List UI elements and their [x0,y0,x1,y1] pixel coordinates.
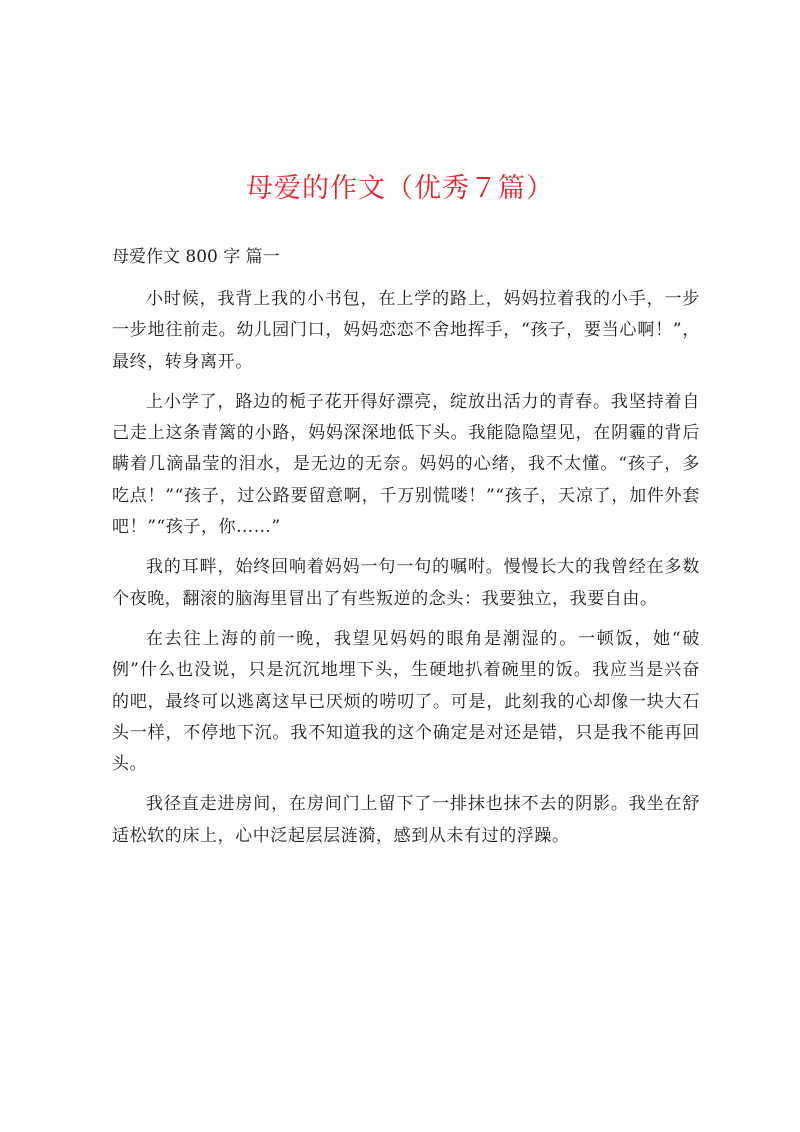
paragraph-1: 小时候，我背上我的小书包，在上学的路上，妈妈拉着我的小手，一步一步地往前走。幼儿园门口，妈妈恋恋不舍地挥手，“孩子，要当心啊！”，最终，转身离开。 [112,289,700,372]
paragraph-5: 我径直走进房间，在房间门上留下了一排抹也抹不去的阴影。我坐在舒适松软的床上，心中泛起层层涟漪，感到从未有过的浮躁。 [112,794,700,846]
document-title: 母爱的作文（优秀７篇） [246,173,554,204]
article-body [112,284,700,861]
paragraph-2: 上小学了，路边的栀子花开得好漂亮，绽放出活力的青春。我坚持着自己走上这条青篱的小路，妈妈深深地低下头。我能隐隐望见，在阴霾的背后瞒着几滴晶莹的泪水，是无边的无奈。妈妈的心绪，我不太懂。“孩子，多吃点！”“孩子，过公路要留意啊，千万别慌喽！”“孩子，天凉了，加件外套吧！”“孩子，你……” [112,391,700,538]
paragraph-4: 在去往上海的前一晚，我望见妈妈的眼角是潮湿的。一顿饭，她“破例”什么也没说，只是沉沉地埋下头，生硬地扒着碗里的饭。我应当是兴奋的吧，最终可以逃离这早已厌烦的唠叨了。可是，此刻我的心却像一块大石头一样，不停地下沉。我不知道我的这个确定是对还是错，只是我不能再回头。 [112,628,700,775]
paragraph-3: 我的耳畔，始终回响着妈妈一句一句的嘱咐。慢慢长大的我曾经在多数个夜晚，翻滚的脑海里冒出了有些叛逆的念头：我要独立，我要自由。 [112,557,700,609]
section-heading: 母爱作文 800 字 篇一 [112,247,280,267]
